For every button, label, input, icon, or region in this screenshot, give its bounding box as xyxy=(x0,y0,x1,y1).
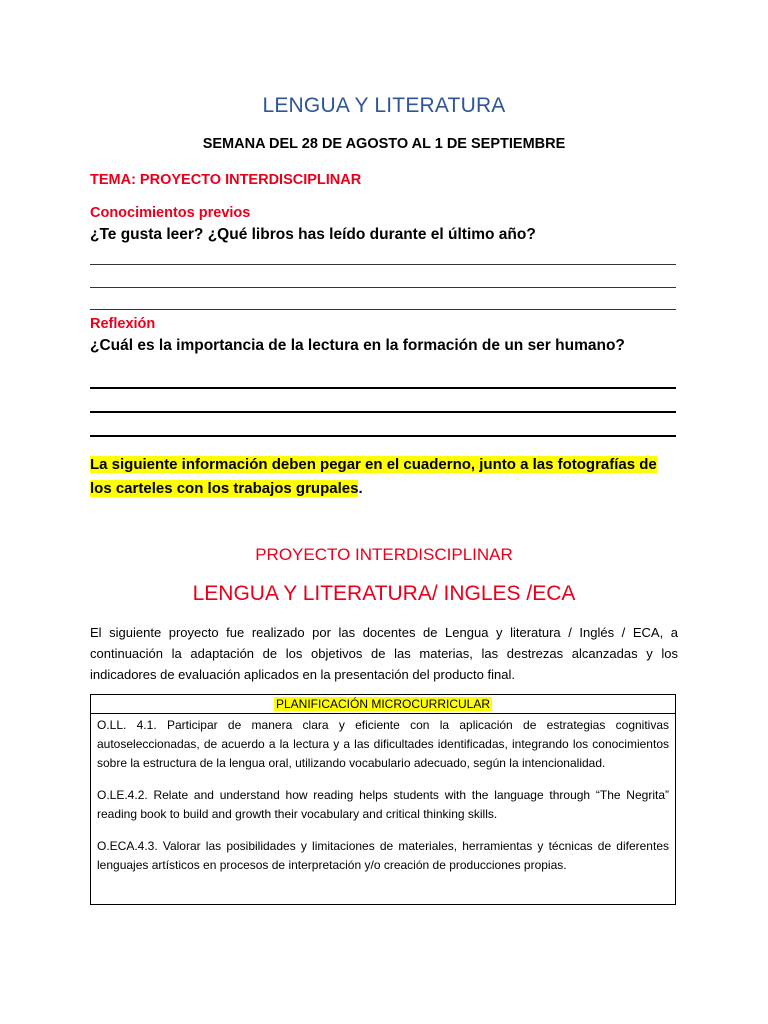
notice-period: . xyxy=(358,480,363,497)
answer-line xyxy=(90,411,676,413)
planning-body xyxy=(91,714,675,875)
answer-line xyxy=(90,387,676,389)
reflection-label: Reflexión xyxy=(90,316,156,332)
answer-line xyxy=(90,287,676,288)
prior-knowledge-label: Conocimientos previos xyxy=(90,205,251,221)
project-intro: El siguiente proyecto fue realizado por las docentes de Lengua y literatura / Inglés / ECA, a continuación la adaptación de los objetivos de las materias, las destrezas alcanzadas y los indicadores de evaluación aplicados en la presentación del producto final. xyxy=(90,625,678,682)
planning-table xyxy=(90,694,676,905)
objective-eca: O.ECA.4.3. Valorar las posibilidades y limitaciones de materiales, herramientas y técnicas de diferentes lenguajes artísticos en procesos de interpretación y/o creación de producciones propias. xyxy=(97,839,669,872)
document-title: LENGUA Y LITERATURA xyxy=(262,94,506,117)
planning-header xyxy=(91,695,675,714)
project-subtitle: LENGUA Y LITERATURA/ INGLES /ECA xyxy=(192,582,576,605)
week-heading: SEMANA DEL 28 DE AGOSTO AL 1 DE SEPTIEMBRE xyxy=(202,136,566,152)
objective-ll: O.LL. 4.1. Participar de manera clara y eficiente con la aplicación de estrategias cognitivas autoseleccionadas, de acuerdo a la lectura y a las dificultades identificadas, integrando los conocimientos sobre la estructura de la lengua oral, utilizando vocabulario adecuado, según la intencionalidad. xyxy=(97,718,669,770)
objective-le: O.LE.4.2. Relate and understand how reading helps students with the language through “The Negrita” reading book to build and growth their vocabulary and critical thinking skills. xyxy=(97,788,669,821)
answer-line xyxy=(90,435,676,437)
reflection-question: ¿Cuál es la importancia de la lectura en la formación de un ser humano? xyxy=(90,337,625,354)
project-title: PROYECTO INTERDISCIPLINAR xyxy=(255,545,513,564)
answer-line xyxy=(90,309,676,310)
notebook-notice xyxy=(90,453,680,501)
prior-knowledge-question: ¿Te gusta leer? ¿Qué libros has leído durante el último año? xyxy=(90,226,536,243)
planning-header-label: PLANIFICACIÓN MICROCURRICULAR xyxy=(275,697,491,711)
topic-heading: TEMA: PROYECTO INTERDISCIPLINAR xyxy=(90,172,362,188)
answer-line xyxy=(90,264,676,265)
notice-highlighted-text: La siguiente información deben pegar en el cuaderno, junto a las fotografías de los carteles con los trabajos grupales xyxy=(90,456,657,497)
